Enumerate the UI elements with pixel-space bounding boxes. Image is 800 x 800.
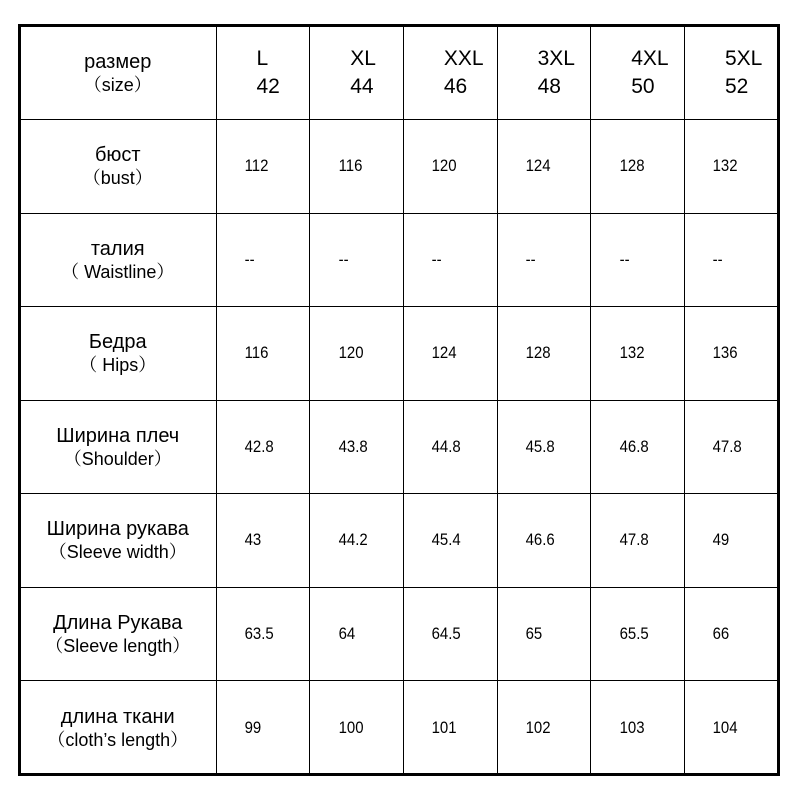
size-letter: 5XL	[724, 46, 763, 70]
measurement-row	[20, 494, 778, 588]
row-label-cell	[20, 120, 216, 214]
value-text: --	[525, 249, 536, 269]
size-letter: 4XL	[631, 46, 669, 70]
value-text: 42.8	[244, 436, 274, 456]
value-text: 65.5	[619, 623, 649, 643]
value-text: 132	[713, 156, 739, 176]
value-cell	[216, 307, 298, 401]
value-text: 44.2	[338, 530, 368, 550]
size-header-cell	[497, 26, 591, 120]
value-text: 116	[244, 343, 269, 363]
value-cell	[497, 307, 579, 401]
value-cell	[403, 400, 485, 494]
value-text: 64.5	[431, 623, 462, 643]
row-label-ru: талия	[90, 237, 145, 260]
measurement-row	[20, 400, 778, 494]
row-label-ru: длина ткани	[60, 705, 175, 728]
row-label-ru: Бедра	[88, 331, 147, 354]
value-text: 43	[244, 530, 262, 550]
value-text: 104	[713, 717, 739, 737]
value-text: 128	[525, 343, 551, 363]
measurement-row	[20, 587, 778, 681]
value-cell	[216, 213, 298, 307]
row-label-cell	[20, 213, 216, 307]
value-cell	[684, 587, 766, 681]
value-cell	[497, 587, 579, 681]
value-text: 46.8	[619, 436, 649, 456]
value-cell	[684, 120, 766, 214]
value-text: 45.4	[431, 530, 462, 550]
row-label-cell	[20, 400, 216, 494]
value-cell	[216, 120, 298, 214]
value-cell	[591, 400, 673, 494]
row-label-cell	[20, 587, 216, 681]
value-text: --	[619, 249, 630, 269]
value-cell	[403, 307, 485, 401]
row-label-en: （ Hips）	[79, 355, 157, 376]
value-cell	[684, 681, 766, 775]
value-cell	[403, 120, 485, 214]
measurement-row	[20, 307, 778, 401]
value-cell	[310, 681, 392, 775]
value-cell	[684, 213, 766, 307]
value-text: 103	[619, 717, 645, 737]
value-cell	[591, 587, 673, 681]
value-cell	[684, 400, 766, 494]
value-text: 120	[431, 156, 457, 176]
value-cell	[591, 120, 673, 214]
value-cell	[216, 587, 298, 681]
value-cell	[403, 213, 485, 307]
row-label-ru: Длина Рукава	[53, 611, 183, 634]
size-letter: 3XL	[537, 46, 575, 70]
value-text: 132	[619, 343, 645, 363]
value-text: --	[431, 249, 442, 269]
value-cell	[591, 681, 673, 775]
size-number: 46	[443, 74, 468, 98]
row-label-ru: Ширина рукава	[46, 518, 189, 541]
size-number: 48	[537, 74, 561, 98]
value-cell	[310, 400, 392, 494]
value-text: 45.8	[525, 436, 555, 456]
value-cell	[497, 494, 579, 588]
value-text: 63.5	[244, 623, 274, 643]
value-cell	[403, 681, 485, 775]
value-cell	[310, 307, 392, 401]
value-cell	[216, 400, 298, 494]
value-text: 47.8	[713, 436, 743, 456]
row-label-cell	[20, 681, 216, 775]
value-cell	[216, 681, 298, 775]
value-cell	[591, 213, 673, 307]
value-text: --	[244, 249, 255, 269]
value-cell	[591, 494, 673, 588]
value-text: 128	[619, 156, 645, 176]
row-label-en: （Sleeve length）	[45, 635, 191, 656]
value-text: 65	[525, 623, 543, 643]
size-letter: XL	[350, 46, 376, 70]
value-cell	[310, 120, 392, 214]
row-label-en: （Sleeve width）	[48, 542, 187, 563]
row-label-cell	[20, 307, 216, 401]
size-number: 50	[631, 74, 655, 98]
value-text: 100	[338, 717, 364, 737]
row-label-ru: Ширина плеч	[56, 424, 180, 447]
value-cell	[497, 120, 579, 214]
size-header-cell	[403, 26, 497, 120]
measurement-row	[20, 120, 778, 214]
measurement-row	[20, 681, 778, 775]
size-header-cell	[591, 26, 685, 120]
row-label-en: （ Waistline）	[61, 261, 175, 282]
value-cell	[403, 494, 485, 588]
value-text: 124	[431, 343, 457, 363]
size-chart-table	[20, 26, 778, 774]
header-label-ru: размер	[84, 50, 152, 73]
value-cell	[403, 587, 485, 681]
header-label-cell	[20, 26, 216, 120]
row-label-cell	[20, 494, 216, 588]
value-cell	[684, 494, 766, 588]
size-number: 52	[724, 74, 749, 98]
value-text: 49	[713, 530, 730, 550]
value-cell	[497, 400, 579, 494]
value-text: 66	[713, 623, 730, 643]
value-cell	[591, 307, 673, 401]
value-text: 136	[713, 343, 739, 363]
size-header-cell	[216, 26, 310, 120]
value-cell	[310, 494, 392, 588]
value-text: 43.8	[338, 436, 368, 456]
row-label-en: （cloth’s length）	[47, 729, 189, 750]
value-text: 99	[244, 717, 262, 737]
size-header-cell	[684, 26, 778, 120]
measurement-row	[20, 213, 778, 307]
value-cell	[497, 213, 579, 307]
value-cell	[684, 307, 766, 401]
size-number: 42	[256, 74, 280, 98]
value-text: 124	[525, 156, 551, 176]
value-cell	[497, 681, 579, 775]
value-cell	[216, 494, 298, 588]
value-text: 120	[338, 343, 364, 363]
value-text: 101	[431, 717, 457, 737]
value-text: 64	[338, 623, 355, 643]
value-text: 44.8	[431, 436, 462, 456]
value-text: 112	[244, 156, 269, 176]
value-cell	[310, 587, 392, 681]
value-text: 46.6	[525, 530, 555, 550]
value-text: 47.8	[619, 530, 649, 550]
value-text: --	[338, 249, 349, 269]
row-label-en: （bust）	[82, 168, 153, 189]
value-cell	[310, 213, 392, 307]
value-text: 102	[525, 717, 551, 737]
header-row	[20, 26, 778, 120]
size-number: 44	[350, 74, 374, 98]
size-header-cell	[310, 26, 404, 120]
value-text: --	[713, 249, 724, 269]
row-label-ru: бюст	[94, 144, 141, 167]
size-letter: XXL	[443, 46, 484, 70]
header-label-en: （size）	[83, 74, 152, 95]
row-label-en: （Shoulder）	[63, 448, 172, 469]
size-letter: L	[256, 46, 269, 70]
value-text: 116	[338, 156, 363, 176]
